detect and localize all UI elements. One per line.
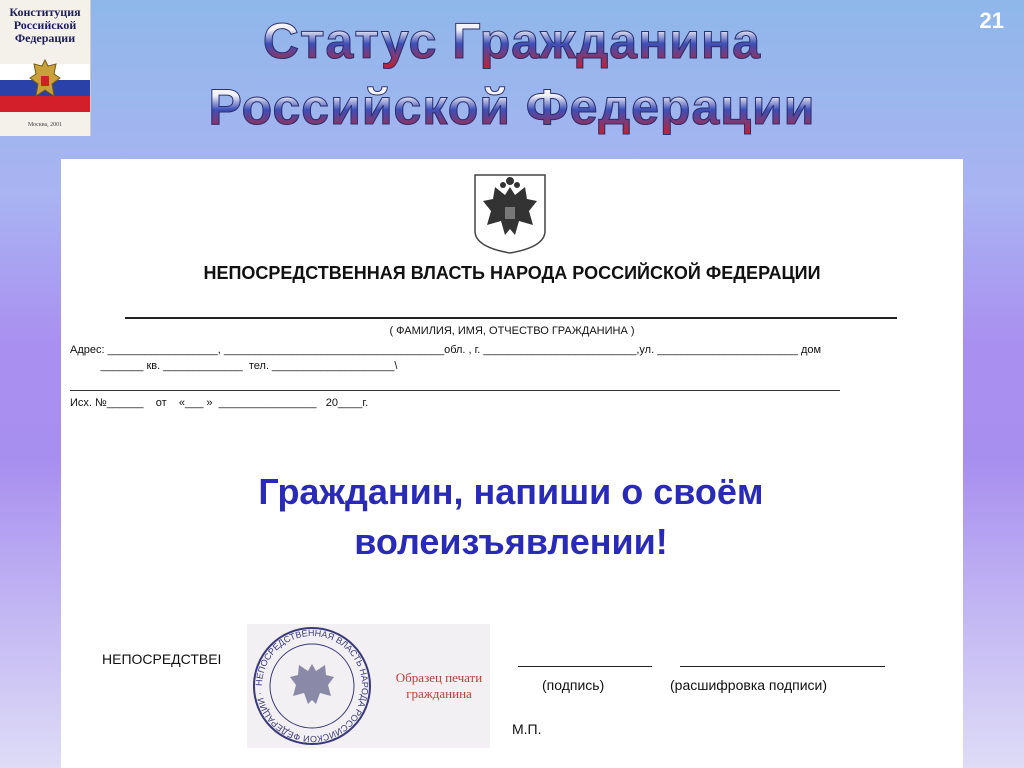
- svg-text:НЕПОСРЕДСТВЕННАЯ ВЛАСТЬ НАРОДА: НЕПОСРЕДСТВЕННАЯ ВЛАСТЬ НАРОДА РОССИЙСКОЙ ФЕДЕРАЦИИ ·: [253, 627, 371, 745]
- slide-title-line1: Статус Гражданина: [262, 13, 762, 69]
- reference-line: Исх. №______ от «___ » ________________ 20____г.: [70, 397, 369, 409]
- stamp-sample-label: Образец печати гражданина: [395, 670, 483, 701]
- decode-caption: (расшифровка подписи): [670, 677, 828, 693]
- signature-caption: (подпись): [542, 677, 605, 693]
- double-headed-eagle-icon: [473, 173, 547, 255]
- divider-line: [70, 390, 840, 391]
- decode-signature-line: [680, 666, 885, 667]
- sample-stamp: [247, 624, 490, 748]
- appeal-text: Гражданин, напиши о своём волеизъявлении!: [258, 471, 764, 562]
- slide-title-line2: Российской Федерации: [208, 79, 816, 135]
- document-form: [61, 159, 963, 768]
- seal-place-label: М.П.: [512, 721, 542, 737]
- slide-number: 21: [979, 8, 1004, 33]
- signature-prefix: НЕПОСРЕДСТВЕІ: [102, 651, 222, 667]
- name-line: [125, 317, 897, 319]
- round-seal-icon: [247, 624, 377, 748]
- signature-line: [518, 666, 652, 667]
- address-line-2: _______ кв. _____________ тел. ____________________\: [70, 360, 398, 372]
- address-line-1: Адрес: __________________, ____________________________________обл. , г. _________________________,ул. _______________________ дом: [70, 344, 822, 356]
- name-caption: ( ФАМИЛИЯ, ИМЯ, ОТЧЕСТВО ГРАЖДАНИНА ): [389, 325, 635, 337]
- document-heading: НЕПОСРЕДСТВЕННАЯ ВЛАСТЬ НАРОДА РОССИЙСКОЙ ФЕДЕРАЦИИ: [203, 263, 821, 283]
- book-year: Москва, 2001: [27, 122, 63, 128]
- book-title: Конституция Российской Федерации: [9, 5, 81, 45]
